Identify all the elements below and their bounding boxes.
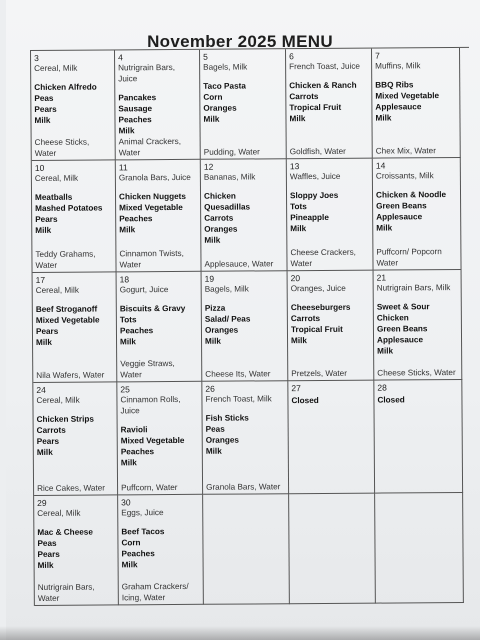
calendar-cell-empty	[375, 493, 464, 604]
lunch-item: Peaches	[121, 549, 155, 559]
breakfast-text: Nutrigrain Bars, Juice	[118, 62, 176, 84]
snack-text: Granola Bars, Water	[206, 482, 281, 492]
lunch-item: Peas	[205, 424, 225, 434]
lunch-list	[35, 191, 112, 236]
table-edge-shadow	[0, 626, 480, 640]
lunch-item: Cheeseburgers	[290, 302, 351, 313]
calendar-cell-empty	[203, 494, 290, 605]
snack-text: Veggie Straws, Water	[120, 358, 175, 380]
lunch-list	[289, 80, 368, 125]
lunch-item: Milk	[205, 446, 222, 456]
calendar-cell	[118, 495, 204, 606]
lunch-item: Milk	[36, 337, 53, 347]
lunch-item: Milk	[119, 225, 136, 235]
lunch-item: Oranges	[204, 325, 239, 335]
lunch-item: Taco Pasta	[203, 81, 246, 91]
lunch-list	[121, 424, 199, 469]
calendar-cell	[288, 381, 375, 495]
lunch-list	[291, 302, 370, 347]
lunch-item: Milk	[120, 337, 137, 347]
lunch-item: Pears	[36, 436, 60, 446]
lunch-item: Corn	[203, 92, 223, 102]
day-number: 12	[203, 161, 214, 172]
day-number: 10	[34, 162, 45, 173]
lunch-item: Beef Tacos	[121, 527, 165, 537]
snack-text: Graham Crackers/ Icing, Water	[121, 581, 189, 603]
breakfast-text: Cereal, Milk	[36, 395, 80, 405]
lunch-item: Milk	[121, 560, 138, 570]
breakfast-text: Bananas, Milk	[203, 172, 256, 182]
lunch-list	[375, 79, 456, 124]
lunch-list	[37, 526, 114, 571]
snack-text: Puffcorn/ Popcorn Water	[376, 247, 442, 268]
breakfast-text: French Toast, Juice	[289, 61, 360, 72]
lunch-item: Pineapple	[290, 212, 329, 223]
lunch-item: Mac & Cheese	[37, 527, 93, 537]
lunch-item: Biscuits & Gravy	[119, 303, 186, 314]
lunch-item: Applesauce	[376, 212, 423, 222]
calendar-cell	[116, 160, 202, 273]
lunch-item: Pizza	[204, 303, 226, 313]
snack-text: Pudding, Water	[203, 147, 260, 157]
lunch-item: Peas	[34, 93, 54, 103]
lunch-item: Green Beans	[376, 324, 428, 334]
breakfast-text: Bagels, Milk	[204, 284, 249, 294]
lunch-item: Milk	[290, 224, 307, 234]
lunch-item: Milk	[203, 114, 220, 124]
lunch-item: Oranges	[204, 224, 238, 234]
lunch-list	[376, 189, 457, 234]
lunch-item: Mixed Vegetable	[375, 91, 440, 101]
breakfast-text: Eggs, Juice	[121, 508, 164, 518]
lunch-item: Milk	[375, 113, 392, 123]
lunch-item: Applesauce	[377, 335, 424, 345]
lunch-item: Chicken Strips	[36, 414, 94, 424]
lunch-item: Carrots	[290, 313, 321, 324]
lunch-item: Carrots	[289, 91, 319, 102]
lunch-list	[118, 92, 196, 137]
calendar-cell	[33, 382, 118, 496]
day-number: 19	[204, 273, 215, 284]
breakfast-text: Cereal, Milk	[34, 63, 78, 73]
breakfast-text: Cereal, Milk	[37, 508, 81, 518]
menu-calendar-grid	[30, 47, 473, 606]
lunch-item: Pears	[35, 214, 58, 224]
lunch-list	[34, 81, 111, 126]
lunch-list	[120, 303, 198, 348]
day-number: 25	[120, 384, 130, 395]
breakfast-text: Nutrigrain Bars, Milk	[376, 283, 451, 293]
lunch-list	[290, 190, 369, 235]
day-number: 18	[119, 274, 130, 285]
lunch-item: Milk	[377, 346, 394, 356]
lunch-item: Mixed Vegetable	[119, 202, 183, 213]
lunch-item: Salad/ Peas	[204, 314, 251, 324]
snack-text: Goldfish, Water	[289, 146, 346, 157]
calendar-cell	[34, 495, 119, 606]
lunch-item: Chicken & Noodle	[375, 190, 447, 200]
lunch-list	[205, 302, 284, 347]
breakfast-text: Cinnamon Rolls, Juice	[120, 394, 181, 416]
lunch-item: Beef Stroganoff	[35, 304, 98, 314]
lunch-item: Milk	[35, 225, 52, 235]
lunch-item: Chicken Quesadillas	[203, 191, 251, 212]
lunch-item: Milk	[37, 560, 54, 570]
lunch-item: Tropical Fruit	[290, 324, 343, 335]
lunch-item: Mixed Vegetable	[35, 315, 100, 325]
lunch-item: Carrots	[204, 213, 234, 223]
lunch-list	[121, 526, 199, 571]
lunch-item: Meatballs	[34, 192, 73, 202]
day-number: 30	[121, 497, 131, 508]
day-number: 11	[118, 162, 128, 173]
lunch-item: Pears	[35, 326, 59, 336]
breakfast-text: Muffins, Milk	[375, 61, 421, 71]
lunch-item: Fish Sticks	[205, 413, 249, 423]
snack-text: Cheese Crackers, Water	[290, 247, 356, 269]
calendar-cell	[286, 49, 373, 160]
closed-label: Closed	[291, 395, 319, 406]
snack-text: Nila Wafers, Water	[36, 370, 105, 380]
lunch-item: Sausage	[118, 104, 153, 114]
snack-text: Nutrigrain Bars, Water	[37, 582, 95, 603]
day-number: 17	[35, 274, 46, 285]
day-number: 6	[289, 51, 294, 62]
calendar-cell	[288, 271, 375, 382]
breakfast-text: Cereal, Milk	[34, 173, 79, 183]
lunch-item: Peaches	[118, 115, 152, 125]
calendar-cell	[373, 158, 462, 271]
day-number: 24	[36, 384, 46, 395]
day-number: 20	[290, 273, 301, 284]
snack-text: Cheese Sticks, Water	[377, 368, 456, 378]
snack-text: Teddy Grahams, Water	[35, 249, 96, 270]
day-number: 21	[376, 272, 387, 283]
lunch-item: Tropical Fruit	[289, 102, 342, 113]
breakfast-text: Waffles, Juice	[289, 171, 341, 182]
breakfast-text: Cereal, Milk	[35, 285, 79, 295]
lunch-item: Milk	[118, 126, 135, 136]
snack-text: Rice Cakes, Water	[37, 483, 106, 493]
lunch-item: Tots	[119, 315, 137, 325]
lunch-item: Peas	[37, 538, 57, 548]
lunch-item: Mixed Vegetable	[120, 435, 185, 446]
lunch-list	[203, 80, 282, 125]
lunch-item: Corn	[121, 538, 141, 548]
lunch-item: Green Beans	[376, 201, 427, 211]
lunch-list	[377, 301, 458, 357]
lunch-item: Chicken & Ranch	[289, 80, 357, 91]
lunch-item: Chicken Nuggets	[118, 191, 186, 202]
calendar-cell	[287, 159, 374, 272]
calendar-cell	[374, 270, 463, 381]
closed-label: Closed	[377, 395, 405, 405]
lunch-item: Pears	[37, 549, 60, 559]
snack-text: Applesauce, Water	[204, 259, 274, 269]
lunch-item: Milk	[291, 336, 308, 346]
calendar-cell	[115, 50, 201, 161]
day-number: 27	[291, 383, 301, 394]
breakfast-text: Granola Bars, Juice	[118, 172, 191, 183]
lunch-list	[206, 412, 285, 457]
lunch-item: Oranges	[203, 103, 237, 113]
lunch-item: Milk	[205, 336, 222, 346]
day-number: 14	[375, 160, 386, 171]
lunch-item: Tots	[290, 202, 307, 212]
lunch-item: Chicken Alfredo	[34, 82, 97, 92]
lunch-item: Milk	[120, 458, 137, 468]
lunch-item: Ravioli	[120, 425, 148, 435]
lunch-item: Pears	[34, 104, 57, 114]
snack-text: Cheese Sticks, Water	[34, 137, 90, 158]
breakfast-text: Oranges, Juice	[290, 283, 346, 294]
snack-text: Animal Crackers, Water	[118, 136, 182, 158]
lunch-item: Peaches	[120, 447, 155, 457]
day-number: 4	[118, 52, 123, 63]
lunch-item: Milk	[376, 223, 393, 233]
day-number: 3	[34, 52, 39, 63]
lunch-item: Oranges	[205, 435, 239, 445]
page-title: November 2025 MENU	[147, 32, 333, 51]
lunch-item: Applesauce	[375, 102, 422, 112]
calendar-cell	[200, 49, 287, 160]
lunch-item: Milk	[36, 447, 53, 457]
day-number: 28	[377, 382, 387, 393]
lunch-item: Sweet & Sour Chicken	[376, 302, 430, 323]
calendar-cell	[372, 48, 461, 159]
calendar-cell	[202, 271, 289, 382]
calendar-cell	[374, 380, 463, 494]
lunch-item: Milk	[289, 114, 306, 124]
lunch-item: Carrots	[36, 425, 66, 435]
lunch-item: Milk	[204, 235, 221, 245]
breakfast-text: Gogurt, Juice	[119, 285, 169, 295]
calendar-cell	[202, 381, 289, 495]
lunch-item: BBQ Ribs	[375, 80, 414, 90]
calendar-cell	[117, 382, 203, 496]
calendar-cell	[201, 159, 288, 272]
lunch-item: Mashed Potatoes	[35, 203, 103, 213]
calendar-cell-empty	[289, 494, 376, 605]
snack-text: Cheese Its, Water	[205, 369, 271, 379]
calendar-cell	[31, 50, 116, 161]
lunch-item: Peaches	[119, 326, 154, 336]
day-number: 29	[37, 497, 47, 508]
lunch-item: Sloppy Joes	[289, 190, 339, 201]
snack-text: Pretzels, Water	[291, 368, 347, 379]
breakfast-text: French Toast, Milk	[205, 394, 272, 404]
snack-text: Chex Mix, Water	[375, 146, 436, 156]
lunch-item: Peaches	[119, 214, 153, 224]
lunch-list	[204, 190, 283, 246]
calendar-cell	[32, 160, 117, 273]
breakfast-text: Croissants, Milk	[375, 171, 434, 181]
lunch-item: Pancakes	[118, 93, 157, 103]
calendar-cell	[117, 272, 203, 383]
lunch-item: Milk	[34, 115, 51, 125]
breakfast-text: Bagels, Milk	[203, 62, 248, 72]
lunch-list	[36, 303, 113, 348]
lunch-list	[37, 413, 114, 458]
day-number: 13	[289, 161, 300, 172]
lunch-list	[119, 191, 197, 236]
day-number: 26	[205, 383, 215, 394]
day-number: 7	[375, 50, 380, 61]
day-number: 5	[203, 51, 208, 62]
calendar-cell	[33, 272, 118, 383]
snack-text: Cinnamon Twists, Water	[119, 248, 184, 270]
snack-text: Puffcorn, Water	[121, 482, 178, 493]
